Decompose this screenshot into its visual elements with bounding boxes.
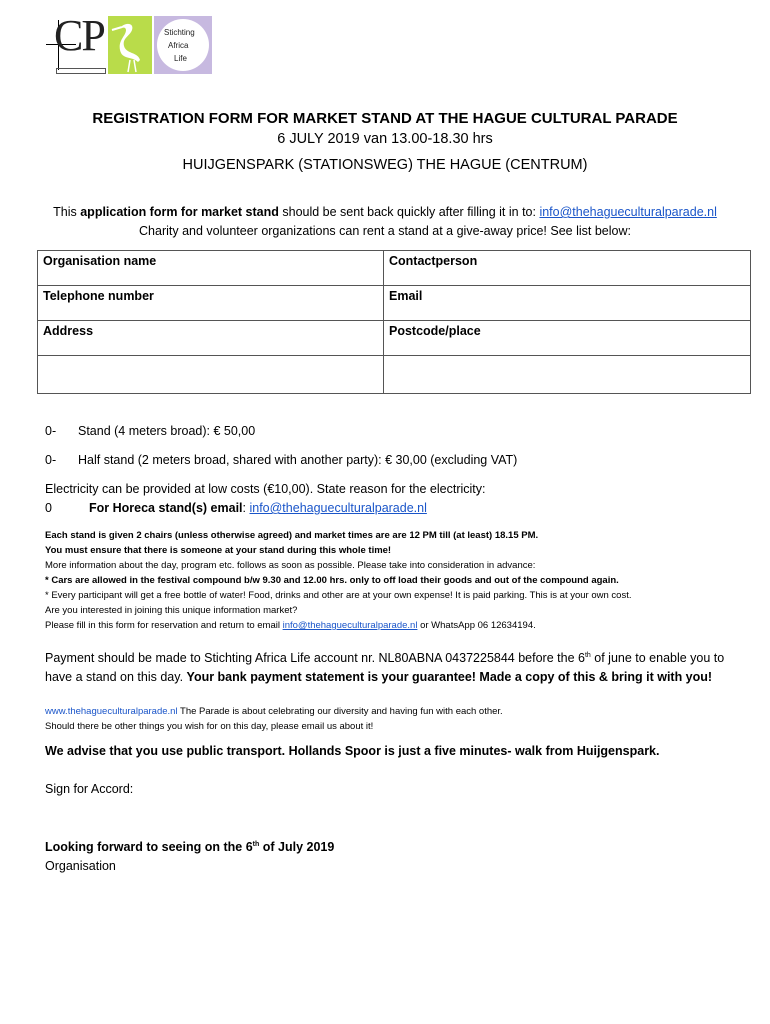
closing-part-2: of July 2019 (259, 840, 335, 854)
return-prefix: Please fill in this form for reservation and return to email (45, 620, 283, 631)
site-url-link[interactable]: www.thehagueculturalparade.nl (45, 706, 178, 717)
heron-icon (108, 16, 152, 74)
option-label: Half stand (2 meters broad, shared with another party): € 30,00 (excluding VAT) (78, 453, 518, 467)
transport-advice: We advise that you use public transport. Hollands Spoor is just a five minutes- walk from Huijgenspark. (45, 744, 660, 758)
blank-field-right[interactable] (384, 356, 751, 394)
closing-line (45, 840, 334, 854)
horeca-sep: : (242, 501, 250, 515)
intro-prefix: This (53, 205, 81, 219)
rules-block (45, 528, 631, 633)
logo-word-stichting: Stichting (164, 28, 195, 37)
rule-interest: Are you interested in joining this unique information market? (45, 605, 298, 616)
intro-line-1 (0, 205, 770, 219)
site-text-2: Should there be other things you wish for on this day, please email us about it! (45, 721, 374, 732)
rule-more-info: More information about the day, program etc. follows as soon as possible. Please take into consideration in advance: (45, 560, 536, 571)
payment-sup: th (584, 652, 591, 659)
cp-logo-tag (56, 68, 106, 74)
table-row (38, 321, 751, 356)
stand-option-full[interactable] (45, 424, 255, 438)
email-field[interactable]: Email (384, 286, 751, 321)
intro-line-2: Charity and volunteer organizations can rent a stand at a give-away price! See list below: (139, 224, 631, 238)
table-row (38, 251, 751, 286)
horeca-line (45, 501, 427, 515)
option-marker: 0- (45, 424, 57, 438)
postcode-field[interactable]: Postcode/place (384, 321, 751, 356)
logo-word-africa: Africa (168, 41, 189, 50)
horeca-marker: 0 (45, 501, 52, 515)
form-title: REGISTRATION FORM FOR MARKET STAND AT THE HAGUE CULTURAL PARADE (92, 110, 678, 127)
blank-field-left[interactable] (38, 356, 384, 394)
payment-text (45, 646, 745, 687)
payment-part-1: Payment should be made to Stichting Africa Life account nr. NL80ABNA 0437225844 before the 6 (45, 651, 585, 666)
return-email-link[interactable]: info@thehagueculturalparade.nl (282, 620, 418, 631)
option-label: Stand (4 meters broad): € 50,00 (78, 424, 256, 438)
payment-guarantee: Your bank payment statement is your guarantee! Made a copy of this & bring it with you! (186, 670, 713, 685)
rule-presence: You must ensure that there is someone at your stand during this whole time! (45, 545, 392, 556)
payment-part-2: of june to enable you to have a stand on this day. (45, 651, 725, 685)
stand-option-half[interactable] (45, 453, 517, 467)
intro-email-link[interactable]: info@thehagueculturalparade.nl (539, 205, 717, 219)
intro-suffix: should be sent back quickly after filling it in to: (278, 205, 540, 219)
option-marker: 0- (45, 453, 57, 467)
cp-logo-text: CP (54, 11, 104, 60)
rule-return (45, 618, 631, 633)
contactperson-field[interactable]: Contactperson (384, 251, 751, 286)
horeca-label: For Horeca stand(s) email (89, 501, 243, 515)
event-date: 6 JULY 2019 van 13.00-18.30 hrs (277, 131, 493, 147)
intro-bold: application form for market stand (80, 205, 279, 219)
closing-organisation: Organisation (45, 859, 116, 873)
closing-part-1: Looking forward to seeing on the 6 (45, 840, 253, 854)
address-field[interactable]: Address (38, 321, 384, 356)
electricity-text: Electricity can be provided at low costs (€10,00). State reason for the electricity: (45, 482, 486, 496)
logo-word-life: Life (174, 54, 187, 63)
table-row (38, 286, 751, 321)
table-row (38, 356, 751, 394)
rule-cars: * Cars are allowed in the festival compound b/w 9.30 and 12.00 hrs. only to off load their goods and out of the compound again. (45, 575, 619, 586)
site-text-1: The Parade is about celebrating our diversity and having fun with each other. (177, 706, 503, 717)
sign-label: Sign for Accord: (45, 782, 134, 796)
bird-logo (108, 16, 152, 74)
site-line-1 (45, 704, 503, 719)
registration-table (37, 250, 751, 394)
return-suffix: or WhatsApp 06 12634194. (417, 620, 536, 631)
rule-chairs: Each stand is given 2 chairs (unless otherwise agreed) and market times are are 12 PM till (at least) 18.15 PM. (45, 530, 539, 541)
event-location: HUIJGENSPARK (STATIONSWEG) THE HAGUE (CENTRUM) (182, 157, 588, 173)
horeca-email-link[interactable]: info@thehagueculturalparade.nl (249, 501, 427, 515)
closing-sup: th (252, 840, 260, 848)
cp-logo (44, 11, 104, 74)
stichting-africa-life-logo (154, 16, 212, 74)
telephone-field[interactable]: Telephone number (38, 286, 384, 321)
rule-water: * Every participant will get a free bottle of water! Food, drinks and other are at your own expense! It is paid parking. This is at your own cost. (45, 590, 632, 601)
site-block (45, 704, 503, 734)
organisation-name-field[interactable]: Organisation name (38, 251, 384, 286)
